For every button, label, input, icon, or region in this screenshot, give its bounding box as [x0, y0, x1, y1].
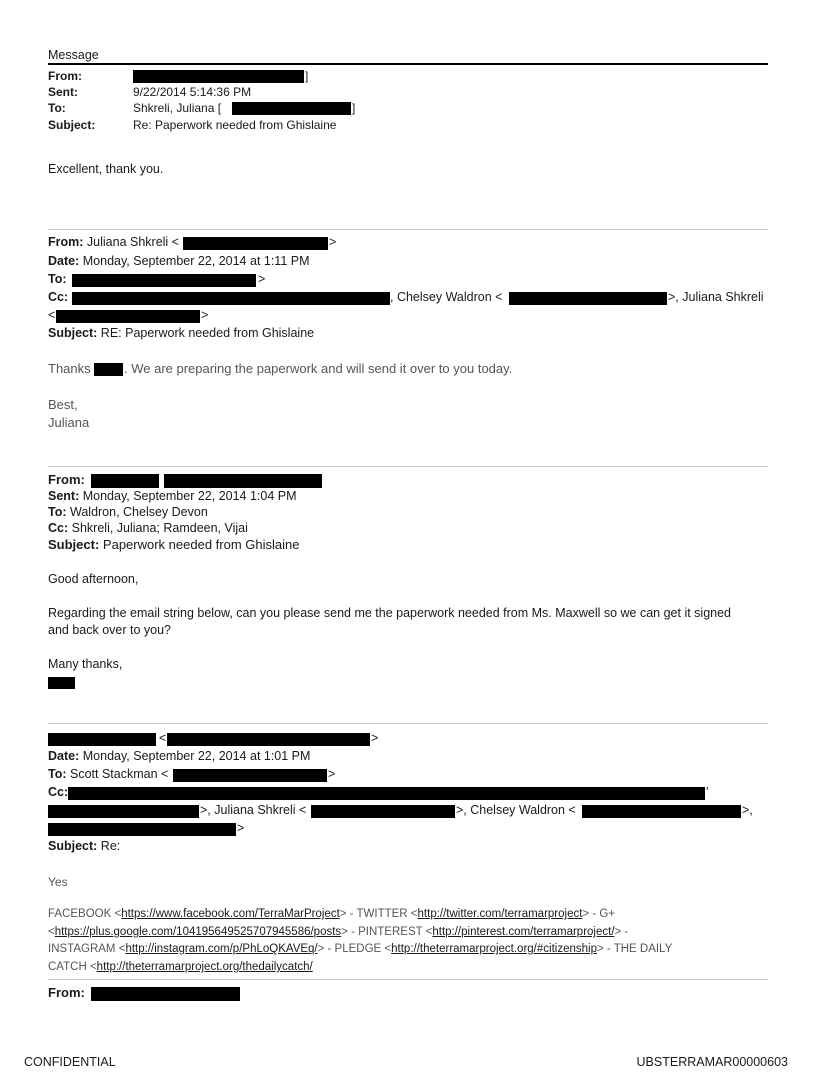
date-value: Monday, September 22, 2014 at 1:11 PM [82, 254, 310, 268]
twitter-label: > - TWITTER < [339, 908, 418, 920]
to-label: To: [48, 101, 66, 115]
message-body: Yes [48, 875, 68, 889]
body-suffix: . We are preparing the paperwork and will send it over to you today. [124, 361, 513, 376]
date-label: Date: [48, 254, 80, 268]
signature: Juliana [48, 415, 90, 430]
social-line-3 [48, 943, 672, 955]
divider [48, 229, 768, 230]
cc-line2-c: >, [742, 803, 753, 817]
redaction-box [68, 787, 705, 800]
redaction-box [91, 474, 159, 488]
cc-line2-suffix: > [201, 308, 209, 322]
pinterest-gt: > - [614, 926, 629, 938]
to-label: To: [48, 272, 67, 286]
msg3-cc [48, 521, 248, 535]
from-label: From: [48, 472, 85, 487]
to-value: Scott Stackman < [70, 767, 169, 781]
redaction-box [94, 363, 123, 376]
msg3-sent [48, 489, 297, 503]
body-line: and back over to you? [48, 623, 171, 637]
pledge-link[interactable]: http://theterramarproject.org/#citizenship [391, 943, 597, 955]
gplus-label: > - G+ [582, 908, 616, 920]
to-suffix: ] [352, 101, 356, 115]
from-lt: < [159, 731, 167, 745]
sent-value: Monday, September 22, 2014 1:04 PM [82, 489, 297, 503]
redaction-box [582, 805, 741, 818]
redaction-box [164, 474, 322, 488]
to-label: To: [48, 767, 67, 781]
subject-value: RE: Paperwork needed from Ghislaine [100, 326, 315, 340]
social-line-2 [48, 926, 628, 938]
gplus-link[interactable]: https://plus.google.com/104195649525707945586/posts [54, 926, 342, 938]
twitter-link[interactable]: http://twitter.com/terramarproject [417, 908, 583, 920]
message-body: Excellent, thank you. [48, 162, 164, 176]
greeting: Good afternoon, [48, 572, 139, 586]
to-value: Waldron, Chelsey Devon [70, 505, 208, 519]
redaction-box [48, 805, 199, 818]
cc-value: Shkreli, Juliana; Ramdeen, Vijai [71, 521, 248, 535]
signoff: Best, [48, 397, 78, 412]
from-suffix: > [329, 235, 337, 249]
msg3-subject [48, 537, 299, 552]
redaction-box [56, 310, 200, 323]
date-label: Date: [48, 749, 80, 763]
redaction-box [133, 70, 304, 83]
redaction-box [48, 823, 236, 836]
cc-label: Cc: [48, 290, 69, 304]
from-value: Juliana Shkreli < [86, 235, 179, 249]
msg4-to [48, 767, 168, 781]
redaction-box [91, 987, 240, 1001]
redaction-box [173, 769, 327, 782]
sent-label: Sent: [48, 489, 80, 503]
subject-value: Re: Paperwork needed from Ghislaine [133, 118, 337, 132]
header-rule [48, 63, 768, 65]
catch-link[interactable]: http://theterramarproject.org/thedailycatch/ [96, 961, 313, 973]
daily-label: > - THE DAILY [596, 943, 673, 955]
to-value: Shkreli, Juliana [ [133, 101, 222, 115]
social-line-1 [48, 908, 615, 920]
subject-label: Subject: [48, 839, 98, 853]
to-label: To: [48, 505, 67, 519]
redaction-box [509, 292, 667, 305]
msg2-from [48, 235, 179, 249]
bates-number: UBSTERRAMAR00000603 [636, 1055, 788, 1069]
redaction-box [167, 733, 370, 746]
confidential-label: CONFIDENTIAL [24, 1055, 116, 1069]
to-suffix: > [258, 272, 266, 286]
cc-line2-b: >, Chelsey Waldron < [456, 803, 576, 817]
from-gt: > [371, 731, 379, 745]
cc-part3: >, Juliana Shkreli [668, 290, 764, 304]
subject-label: Subject: [48, 537, 100, 552]
from-label: From: [48, 235, 84, 249]
from-label: From: [48, 985, 85, 1000]
pinterest-label: > - PINTEREST < [341, 926, 433, 938]
signoff: Many thanks, [48, 657, 123, 671]
redaction-box [232, 102, 351, 115]
cc-part2: , Chelsey Waldron < [390, 290, 503, 304]
redaction-box [72, 274, 256, 287]
cc-label: Cc: [48, 785, 69, 799]
divider [48, 466, 768, 467]
from-label: From: [48, 69, 82, 83]
redaction-box [48, 677, 75, 689]
body-line: Regarding the email string below, can you please send me the paperwork needed from Ms. Maxwell so we can get it signed [48, 606, 732, 620]
cc-line2-a: >, Juliana Shkreli < [200, 803, 307, 817]
instagram-link[interactable]: http://instagram.com/p/PhLoQKAVEq/ [125, 943, 318, 955]
document-title: Message [48, 48, 99, 62]
divider [48, 979, 768, 980]
msg2-subject [48, 326, 314, 340]
gplus-lt: < [48, 926, 55, 938]
cc-label: Cc: [48, 521, 69, 535]
date-value: Monday, September 22, 2014 at 1:01 PM [82, 749, 311, 763]
facebook-label: FACEBOOK < [48, 908, 122, 920]
cc-line3-suffix: > [237, 821, 245, 835]
msg4-subject [48, 839, 120, 853]
catch-label: CATCH < [48, 961, 97, 973]
facebook-link[interactable]: https://www.facebook.com/TerraMarProject [121, 908, 340, 920]
sent-label: Sent: [48, 85, 78, 99]
cc-line2-prefix: < [48, 308, 56, 322]
subject-label: Subject: [48, 118, 96, 132]
msg2-date [48, 254, 310, 268]
redaction-box [72, 292, 390, 305]
body-prefix: Thanks [48, 361, 91, 376]
pledge-label: > - PLEDGE < [317, 943, 392, 955]
redaction-box [183, 237, 328, 250]
subject-value: Re: [100, 839, 121, 853]
msg3-to [48, 505, 208, 519]
redaction-box [311, 805, 455, 818]
instagram-label: INSTAGRAM < [48, 943, 126, 955]
cc-apos: ' [706, 785, 709, 799]
redaction-box [48, 733, 156, 746]
from-suffix: ] [305, 69, 309, 83]
subject-label: Subject: [48, 326, 98, 340]
divider [48, 723, 768, 724]
pinterest-link[interactable]: http://pinterest.com/terramarproject/ [432, 926, 615, 938]
msg4-date [48, 749, 310, 763]
social-line-4 [48, 961, 313, 973]
subject-value: Paperwork needed from Ghislaine [102, 537, 300, 552]
to-suffix: > [328, 767, 336, 781]
sent-value: 9/22/2014 5:14:36 PM [133, 85, 252, 99]
